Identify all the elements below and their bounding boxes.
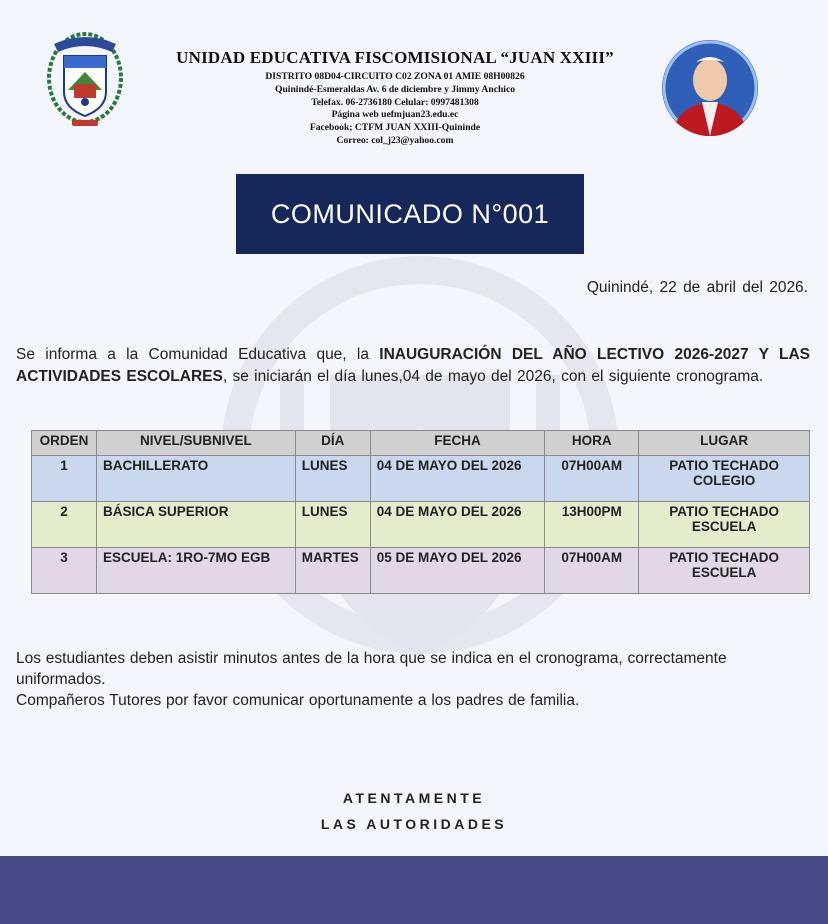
header-dia: DÍA [295, 431, 370, 456]
notes-section [16, 648, 736, 711]
cell-lugar [639, 456, 810, 502]
school-header [140, 48, 650, 148]
header-orden: ORDEN [32, 431, 97, 456]
header-line-address: Quinindé-Esmeraldas Av. 6 de diciembre y Jimmy Anchico [274, 83, 516, 95]
header-fecha: FECHA [370, 431, 545, 456]
table-row [32, 456, 810, 502]
intro-text-end: , se iniciarán el día lunes,04 de mayo del 2026, con el siguiente cronograma. [222, 367, 764, 385]
school-logo [46, 30, 124, 130]
cell-lugar [639, 548, 810, 594]
header-hora: HORA [545, 431, 639, 456]
cell-hora: 07H00AM [545, 548, 639, 594]
note-arrival: Los estudiantes deben asistir minutos antes de la hora que se indica en el cronograma, correctamente uniformados. [16, 650, 727, 688]
cell-fecha: 05 DE MAYO DEL 2026 [370, 548, 545, 594]
header-line-phone: Telefax. 06-2736180 Celular: 0997481308 [311, 96, 479, 108]
table-header-row [32, 431, 810, 456]
cell-orden: 3 [32, 548, 97, 594]
header-line-facebook: Facebook; CTFM JUAN XXIII-Quininde [309, 122, 481, 134]
schedule-table [31, 430, 810, 594]
cell-fecha: 04 DE MAYO DEL 2026 [370, 456, 545, 502]
header-lugar: LUGAR [639, 431, 810, 456]
header-line-website: Página web uefmjuan23.edu.ec [331, 109, 459, 121]
footer-bar [0, 856, 828, 924]
cell-nivel: BACHILLERATO [96, 456, 295, 502]
table-row [32, 502, 810, 548]
note-tutors: Compañeros Tutores por favor comunicar oportunamente a los padres de familia. [16, 692, 580, 709]
cell-nivel: BÁSICA SUPERIOR [96, 502, 295, 548]
lugar-line-1: PATIO TECHADO [669, 504, 779, 519]
cell-hora: 07H00AM [545, 456, 639, 502]
closing-salutation: ATENTAMENTE [342, 790, 486, 806]
lugar-line-1: PATIO TECHADO [669, 458, 779, 473]
lugar-line-2: ESCUELA [691, 519, 757, 534]
cell-hora: 13H00PM [545, 502, 639, 548]
header-line-district: DISTRITO 08D04-CIRCUITO C02 ZONA 01 AMIE 08H00826 [265, 71, 525, 82]
cell-dia: LUNES [295, 456, 370, 502]
lugar-line-1: PATIO TECHADO [669, 550, 779, 565]
communique-title-banner: COMUNICADO N°001 [236, 174, 584, 254]
intro-paragraph [16, 344, 810, 388]
cell-dia: LUNES [295, 502, 370, 548]
intro-event-name: INAUGURACIÓN DEL AÑO LECTIVO 2026-2027 Y LAS ACTIVIDADES ESCOLARES [16, 345, 810, 385]
cell-dia: MARTES [295, 548, 370, 594]
date-line: Quinindé, 22 de abril del 2026. [586, 279, 808, 296]
pope-portrait [662, 40, 758, 136]
lugar-line-2: ESCUELA [691, 565, 757, 580]
closing-signatories: LAS AUTORIDADES [320, 816, 508, 832]
cell-fecha: 04 DE MAYO DEL 2026 [370, 502, 545, 548]
table-row [32, 548, 810, 594]
header-nivel: NIVEL/SUBNIVEL [96, 431, 295, 456]
lugar-line-2: COLEGIO [692, 473, 756, 488]
header-line-email: Correo: col_j23@yahoo.com [336, 134, 454, 146]
cell-orden: 1 [32, 456, 97, 502]
cell-lugar [639, 502, 810, 548]
intro-text-start: Se informa a la Comunidad Educativa que, la [16, 345, 380, 363]
cell-orden: 2 [32, 502, 97, 548]
cell-nivel: ESCUELA: 1RO-7MO EGB [96, 548, 295, 594]
school-name: UNIDAD EDUCATIVA FISCOMISIONAL “JUAN XXIII” [176, 48, 614, 67]
